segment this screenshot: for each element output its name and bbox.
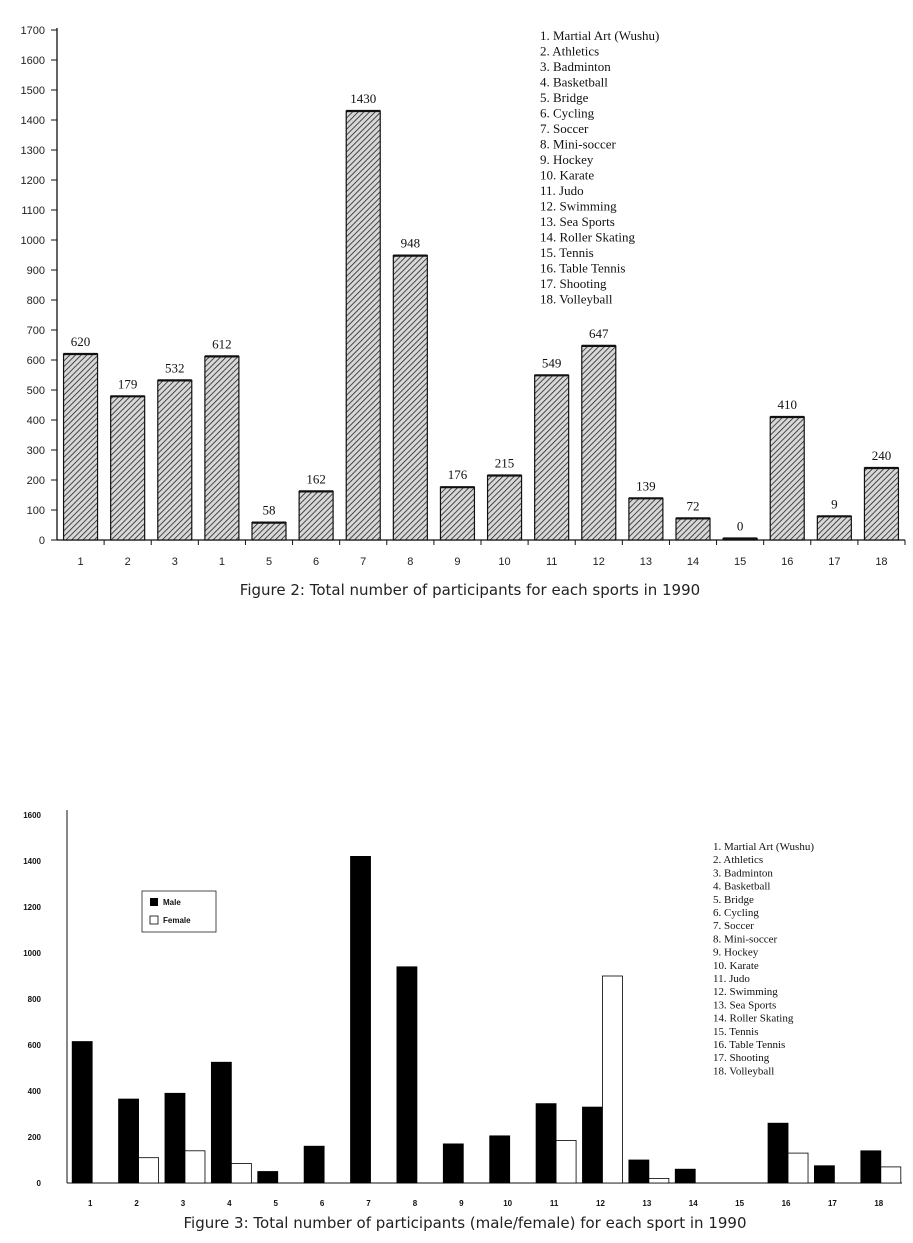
figure-2-value-label: 532 [165,360,185,376]
figure-2-bar [205,356,239,540]
figure-2-chart [0,0,913,610]
figure-2-legend-item: 2. Athletics [540,43,600,59]
figure-2-legend-item: 6. Cycling [540,105,595,121]
figure-2-x-tick-label: 16 [781,556,794,568]
figure-3-x-tick-label: 17 [827,1199,837,1208]
figure-3-legend [713,841,814,1077]
figure-3-legend-item: 4. Basketball [713,880,771,893]
figure-3-series-legend [142,891,216,932]
figure-3-legend-item: 2. Athletics [713,854,764,867]
figure-3-x-tick-label: 10 [503,1199,513,1208]
figure-2-caption: Figure 2: Total number of participants for each sports in 1990 [239,581,701,599]
figure-2-value-label: 0 [736,518,744,534]
figure-3-legend-item: 16. Table Tennis [713,1039,786,1051]
figure-3-x-tick-label: 4 [227,1199,232,1208]
figure-3-male-bar [861,1151,881,1183]
figure-2-x-tick-label: 1 [77,556,84,568]
figure-3-legend-item: 15. Tennis [713,1025,759,1038]
figure-2-legend [540,28,659,307]
figure-3-x-tick-label: 1 [87,1199,93,1208]
figure-2-legend-item: 4. Basketball [540,74,608,90]
figure-2-legend-item: 15. Tennis [540,245,594,260]
figure-2-y-tick-label: 200 [26,475,45,487]
figure-3-x-ticks [88,1199,884,1208]
figure-2-value-label: 647 [589,325,609,341]
figure-2-y-tick-label: 1600 [20,55,45,67]
figure-3-male-bar [443,1144,463,1183]
figure-2-value-label: 410 [777,397,797,412]
figure-2-x-tick-label: 10 [498,556,511,568]
figure-3-y-tick-label: 1200 [23,903,41,912]
figure-3-male-bar [258,1172,278,1184]
figure-2-x-tick-label: 11 [545,556,558,568]
figure-2-legend-item: 10. Karate [540,167,595,183]
figure-3-legend-item: 1. Martial Art (Wushu) [713,841,814,853]
figure-3-legend-item: 14. Roller Skating [713,1012,794,1025]
figure-2-x-tick-label: 3 [171,556,178,568]
figure-2-legend-item: 17. Shooting [540,276,607,291]
figure-2-value-label: 72 [686,498,700,514]
figure-2-y-tick-label: 600 [26,355,45,367]
figure-2-bar [770,417,804,540]
figure-3-male-bar [165,1093,185,1183]
figure-2-value-label: 620 [70,334,91,349]
figure-2-bar [299,491,333,540]
figure-2-legend-item: 18. Volleyball [540,291,613,307]
figure-3-x-tick-label: 5 [273,1199,278,1208]
figure-3-female-bar [139,1158,159,1183]
figure-2-y-tick-label: 1200 [20,175,45,187]
figure-3-female-bar [602,976,622,1183]
figure-2-value-label: 948 [400,235,421,251]
figure-2-x-tick-label: 9 [454,556,461,568]
figure-2-bar [64,354,98,540]
figure-2-x-tick-label: 18 [875,556,888,568]
figure-2-value-label: 215 [494,455,515,471]
figure-2-value-label: 1430 [350,91,377,106]
figure-2-x-tick-label: 7 [360,556,367,568]
figure-3-legend-item: 18. Volleyball [713,1065,775,1078]
figure-3-female-bar [556,1140,576,1183]
figure-2-x-tick-label: 5 [265,556,273,568]
figure-2-legend-item: 12. Swimming [540,198,617,214]
figure-3-y-ticks [23,811,41,1188]
figure-2-bar [629,498,663,540]
figure-2-y-tick-label: 800 [26,295,45,307]
figure-2-legend-item: 3. Badminton [540,59,611,74]
figure-3-male-bar [304,1146,324,1183]
figure-2-legend-item: 11. Judo [540,183,584,198]
figure-3-female-bar [788,1153,808,1183]
figure-3-legend-item: 17. Shooting [713,1052,770,1065]
figure-2-bar [535,375,569,540]
figure-2-legend-item: 9. Hockey [540,152,594,167]
figure-2-legend-item: 1. Martial Art (Wushu) [540,28,660,43]
figure-2-x-tick-label: 8 [407,556,414,568]
figure-3-x-tick-label: 6 [319,1199,325,1208]
figure-3-y-tick-label: 1400 [23,857,41,866]
figure-2-x-ticks [77,540,905,568]
figure-2-bars [64,111,899,540]
figure-2-bar [676,518,710,540]
figure-3-legend-item: 10. Karate [713,959,759,972]
figure-2-value-label: 240 [871,448,892,463]
figure-2-bar [158,380,192,540]
figure-2-value-label: 612 [212,336,232,352]
figure-2-y-tick-label: 1700 [20,25,45,37]
figure-2-y-tick-label: 1000 [20,235,45,247]
figure-3-caption: Figure 3: Total number of participants (male/female) for each sport in 1990 [183,1214,747,1232]
figure-3-female-bar [231,1163,251,1183]
figure-2-y-tick-label: 1400 [20,115,45,127]
figure-3-x-tick-label: 7 [366,1199,371,1208]
figure-2-y-tick-label: 0 [38,535,45,547]
figure-2-y-tick-label: 1500 [20,85,45,97]
figure-3-male-bar [768,1123,788,1183]
figure-3-legend-male-swatch [150,898,158,906]
figure-2-legend-item: 14. Roller Skating [540,229,635,245]
figure-3-male-bar [814,1166,834,1183]
figure-3-y-tick-label: 800 [27,995,41,1004]
figure-2-value-label: 176 [447,467,468,483]
figure-3-male-bar [351,856,371,1183]
figure-3-x-tick-label: 18 [874,1199,884,1208]
figure-3-y-tick-label: 600 [27,1041,41,1050]
figure-3-y-tick-label: 0 [36,1179,41,1188]
figure-2-bar [440,487,474,540]
figure-3-male-bar [72,1042,92,1183]
figure-2-bar [817,516,851,540]
figure-2-x-tick-label: 14 [686,556,700,568]
figure-3-male-bar [675,1169,695,1183]
figure-2-x-tick-label: 17 [828,556,841,568]
figure-3-x-tick-label: 13 [642,1199,652,1208]
figure-3-x-tick-label: 9 [459,1199,464,1208]
figure-3-male-bar [397,967,417,1183]
figure-2-y-ticks [21,25,57,547]
figure-3-x-tick-label: 11 [549,1199,559,1208]
figure-2-x-tick-label: 2 [124,556,131,568]
figure-2-y-tick-label: 400 [26,415,45,427]
figure-2-x-tick-label: 12 [592,556,605,568]
figure-2-bar [393,256,427,540]
figure-2-value-label: 9 [831,496,838,512]
figure-2-y-tick-label: 1100 [21,205,45,217]
figure-3-legend-item: 3. Badminton [713,867,773,880]
figure-2-y-tick-label: 100 [26,505,45,517]
figure-3-y-tick-label: 1600 [23,811,41,820]
figure-2-legend-item: 7. Soccer [540,121,589,136]
figure-3-male-bar [582,1107,602,1183]
figure-3-legend-female-swatch [150,916,158,924]
figure-3-x-tick-label: 8 [412,1199,418,1208]
figure-3-legend-item: 5. Bridge [713,893,754,906]
figure-2-x-tick-label: 6 [313,556,320,568]
figure-3-y-tick-label: 200 [27,1133,41,1142]
figure-2-legend-item: 8. Mini-soccer [540,136,616,152]
figure-3-male-bar [490,1136,510,1183]
figure-2-y-tick-label: 1300 [20,145,45,157]
figure-2-y-tick-label: 300 [26,445,45,457]
figure-3-legend-item: 6. Cycling [713,907,759,919]
figure-3-legend-item: 12. Swimming [713,986,778,999]
figure-3-x-tick-label: 12 [596,1199,605,1208]
figure-2-y-tick-label: 700 [26,325,45,337]
figure-3-x-tick-label: 3 [180,1199,186,1208]
figure-3-x-tick-label: 15 [735,1199,745,1208]
figure-3-x-tick-label: 2 [134,1199,139,1208]
figure-2-bar [252,523,286,540]
figure-2-value-label: 139 [636,478,656,494]
figure-3-female-bar [881,1167,901,1183]
figure-3-male-bar [629,1160,649,1183]
figure-2-value-label: 162 [306,471,326,487]
figure-3-legend-male-label: Male [163,898,181,907]
figure-3-chart [0,800,913,1243]
figure-3-legend-item: 13. Sea Sports [713,999,777,1012]
figure-3-female-bar [649,1178,669,1183]
figure-2-legend-item: 13. Sea Sports [540,214,615,229]
figure-2-bar [582,346,616,540]
figure-2-bar [488,476,522,541]
figure-2-value-label: 179 [117,376,138,392]
figure-2-bar [346,111,380,540]
figure-3-legend-item: 8. Mini-soccer [713,933,778,946]
figure-2-y-tick-label: 900 [26,265,45,277]
figure-2-y-tick-label: 500 [26,385,45,397]
figure-2-legend-item: 5. Bridge [540,90,589,105]
figure-2-value-labels [71,91,891,534]
figure-2-bar [111,396,145,540]
figure-3-legend-item: 7. Soccer [713,920,754,933]
figure-3-y-tick-label: 1000 [23,949,41,958]
figure-3-female-bar [185,1151,205,1183]
figure-3-legend-female-label: Female [163,916,191,925]
figure-2-x-tick-label: 1 [218,556,225,568]
figure-3-legend-item: 9. Hockey [713,946,759,959]
figure-3-x-tick-label: 14 [688,1199,698,1208]
figure-3-male-bar [211,1062,231,1183]
figure-2-x-tick-label: 13 [639,556,653,568]
figure-2-value-label: 549 [541,355,562,371]
figure-2-value-label: 58 [262,502,276,518]
figure-2-legend-item: 16. Table Tennis [540,260,626,276]
figure-3-x-tick-label: 16 [781,1199,791,1208]
figure-3-male-bar [119,1099,139,1183]
figure-3-legend-item: 11. Judo [713,973,750,985]
figure-3-y-tick-label: 400 [27,1087,41,1096]
figure-2-bar [864,468,898,540]
figure-3-male-bar [536,1104,556,1183]
figure-2-x-tick-label: 15 [733,556,747,568]
